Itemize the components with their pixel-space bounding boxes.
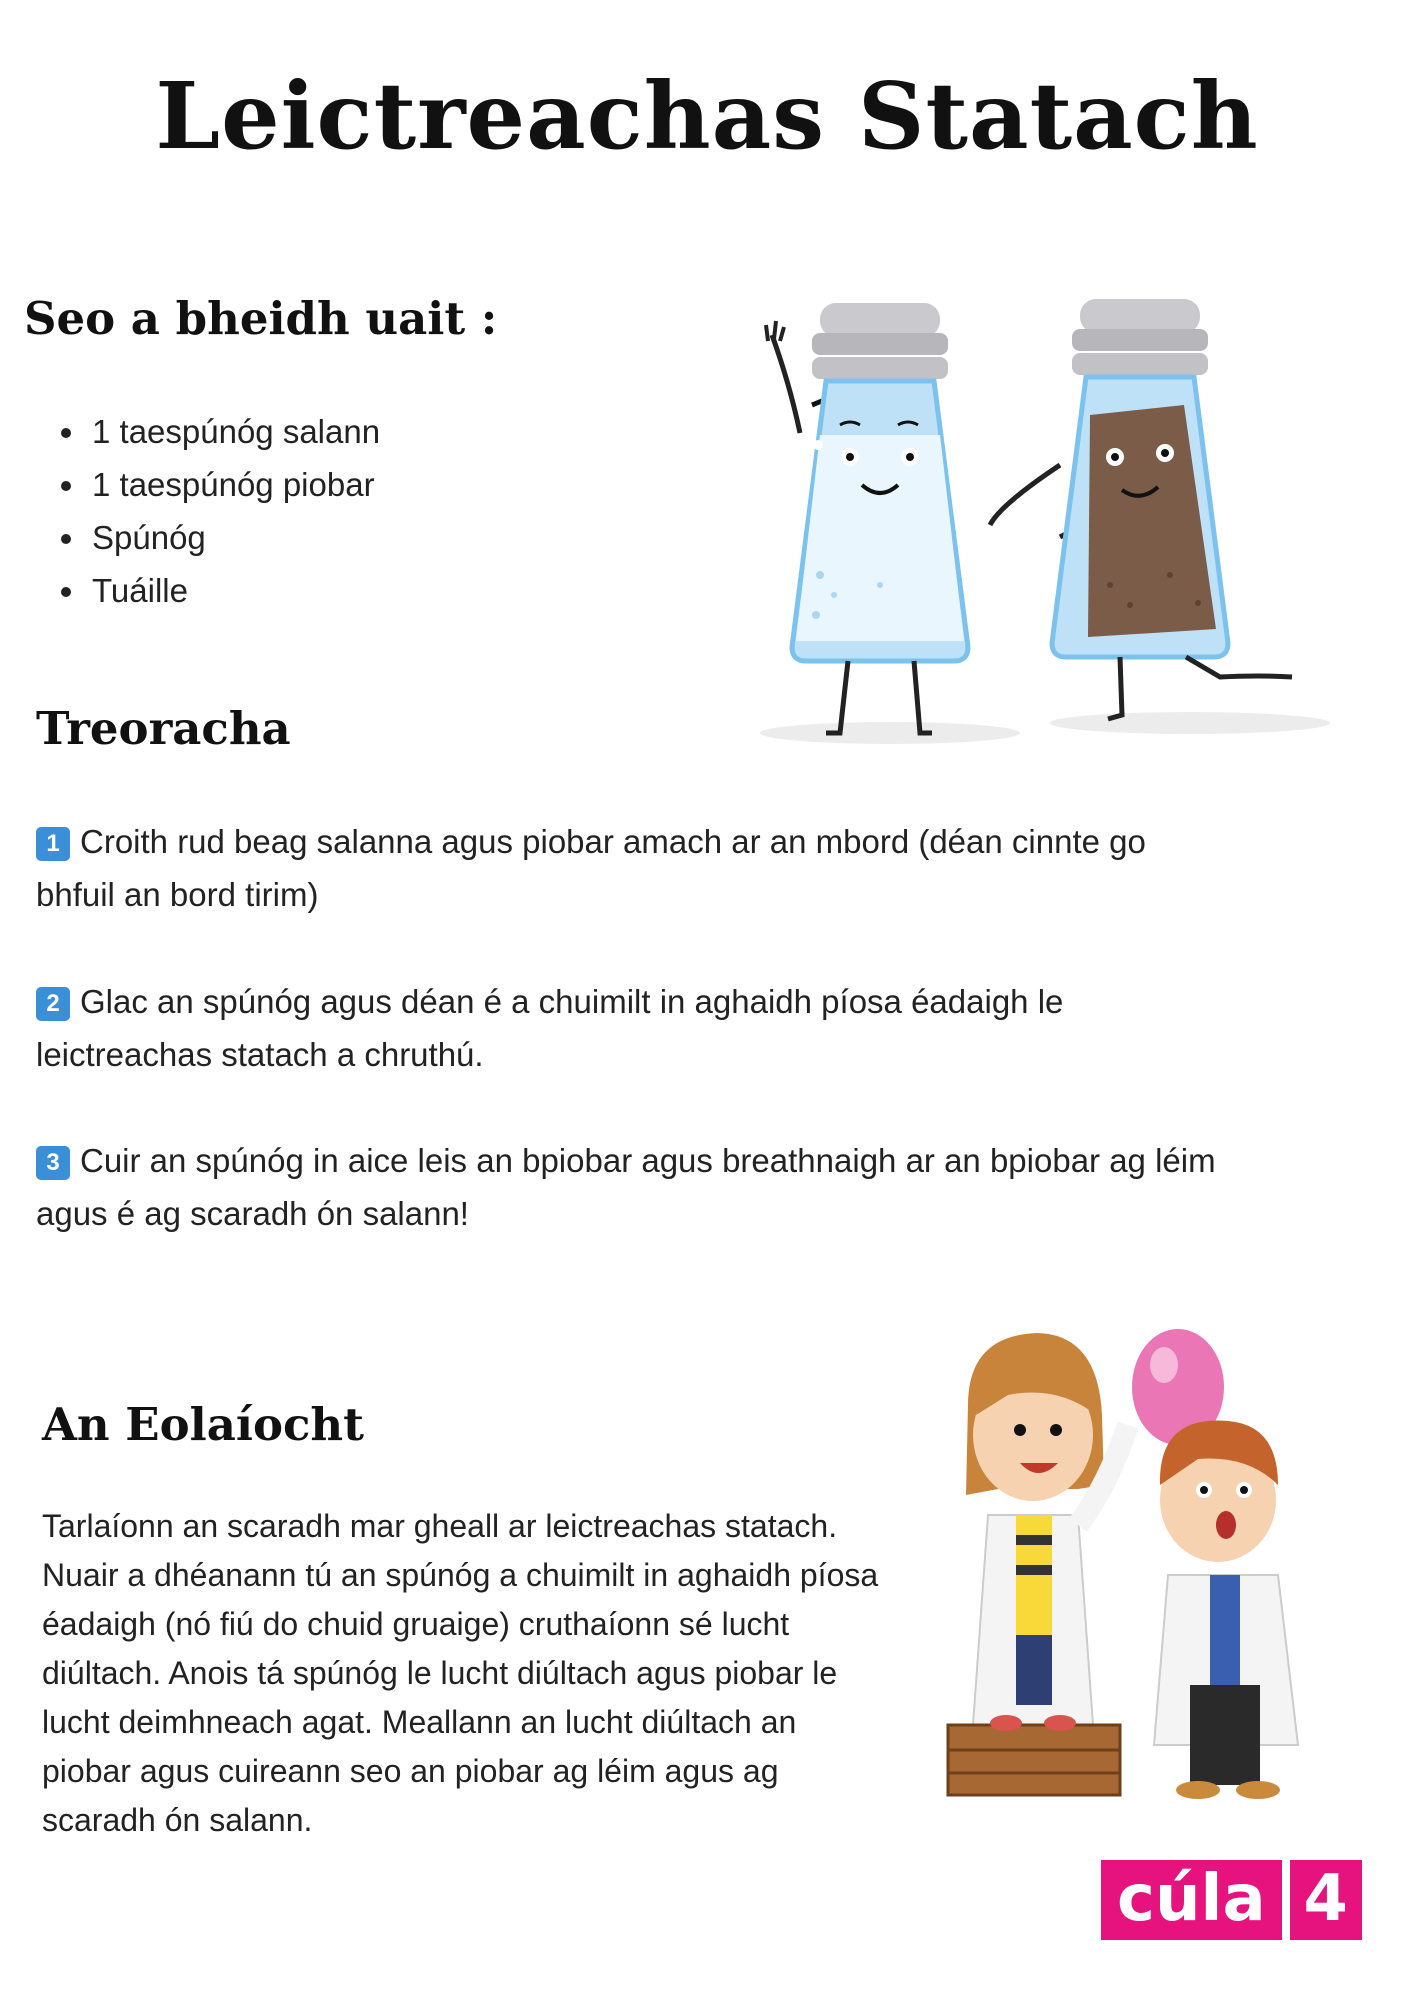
step-number-badge: 3 xyxy=(36,1146,70,1180)
logo-word: cúla xyxy=(1101,1860,1282,1940)
list-item: • 1 taespúnóg piobar xyxy=(88,458,380,511)
materials-heading: Seo a bheidh uait : xyxy=(24,292,498,345)
list-item: • Tuáille xyxy=(88,564,380,617)
instruction-step-1 xyxy=(36,815,1216,921)
list-item: • Spúnóg xyxy=(88,511,380,564)
page-title: Leictreachas Statach xyxy=(155,62,1259,170)
instruction-step-3 xyxy=(36,1134,1216,1240)
cula4-logo xyxy=(1101,1860,1362,1940)
logo-digit: 4 xyxy=(1290,1860,1362,1940)
salt-and-pepper-illustration xyxy=(760,285,1380,745)
step-text: Croith rud beag salanna agus piobar amach ar an mbord (déan cinnte go bhfuil an bord tirim) xyxy=(36,823,1146,913)
instructions-heading: Treoracha xyxy=(36,702,291,755)
instruction-step-2 xyxy=(36,975,1216,1081)
science-text: Tarlaíonn an scaradh mar gheall ar leictreachas statach. Nuair a dhéanann tú an spúnóg a chuimilt in aghaidh píosa éadaigh (nó fiú do chuid gruaige) cruthaíonn sé lucht diúltach. Anois tá spúnóg le lucht diúltach agus piobar le lucht deimhneach agat. Meallann an lucht diúltach an piobar agus cuireann seo an piobar ag léim agus ag scaradh ón salann. xyxy=(42,1508,879,1838)
materials-list xyxy=(52,405,380,617)
step-number-badge: 2 xyxy=(36,987,70,1021)
step-text: Glac an spúnóg agus déan é a chuimilt in aghaidh píosa éadaigh le leictreachas statach a chruthú. xyxy=(36,983,1064,1073)
step-text: Cuir an spúnóg in aice leis an bpiobar agus breathnaigh ar an bpiobar ag léim agus é ag scaradh ón salann! xyxy=(36,1142,1216,1232)
science-heading: An Eolaíocht xyxy=(42,1398,364,1451)
step-number-badge: 1 xyxy=(36,827,70,861)
children-balloon-illustration xyxy=(928,1325,1338,1810)
list-item: • 1 taespúnóg salann xyxy=(88,405,380,458)
